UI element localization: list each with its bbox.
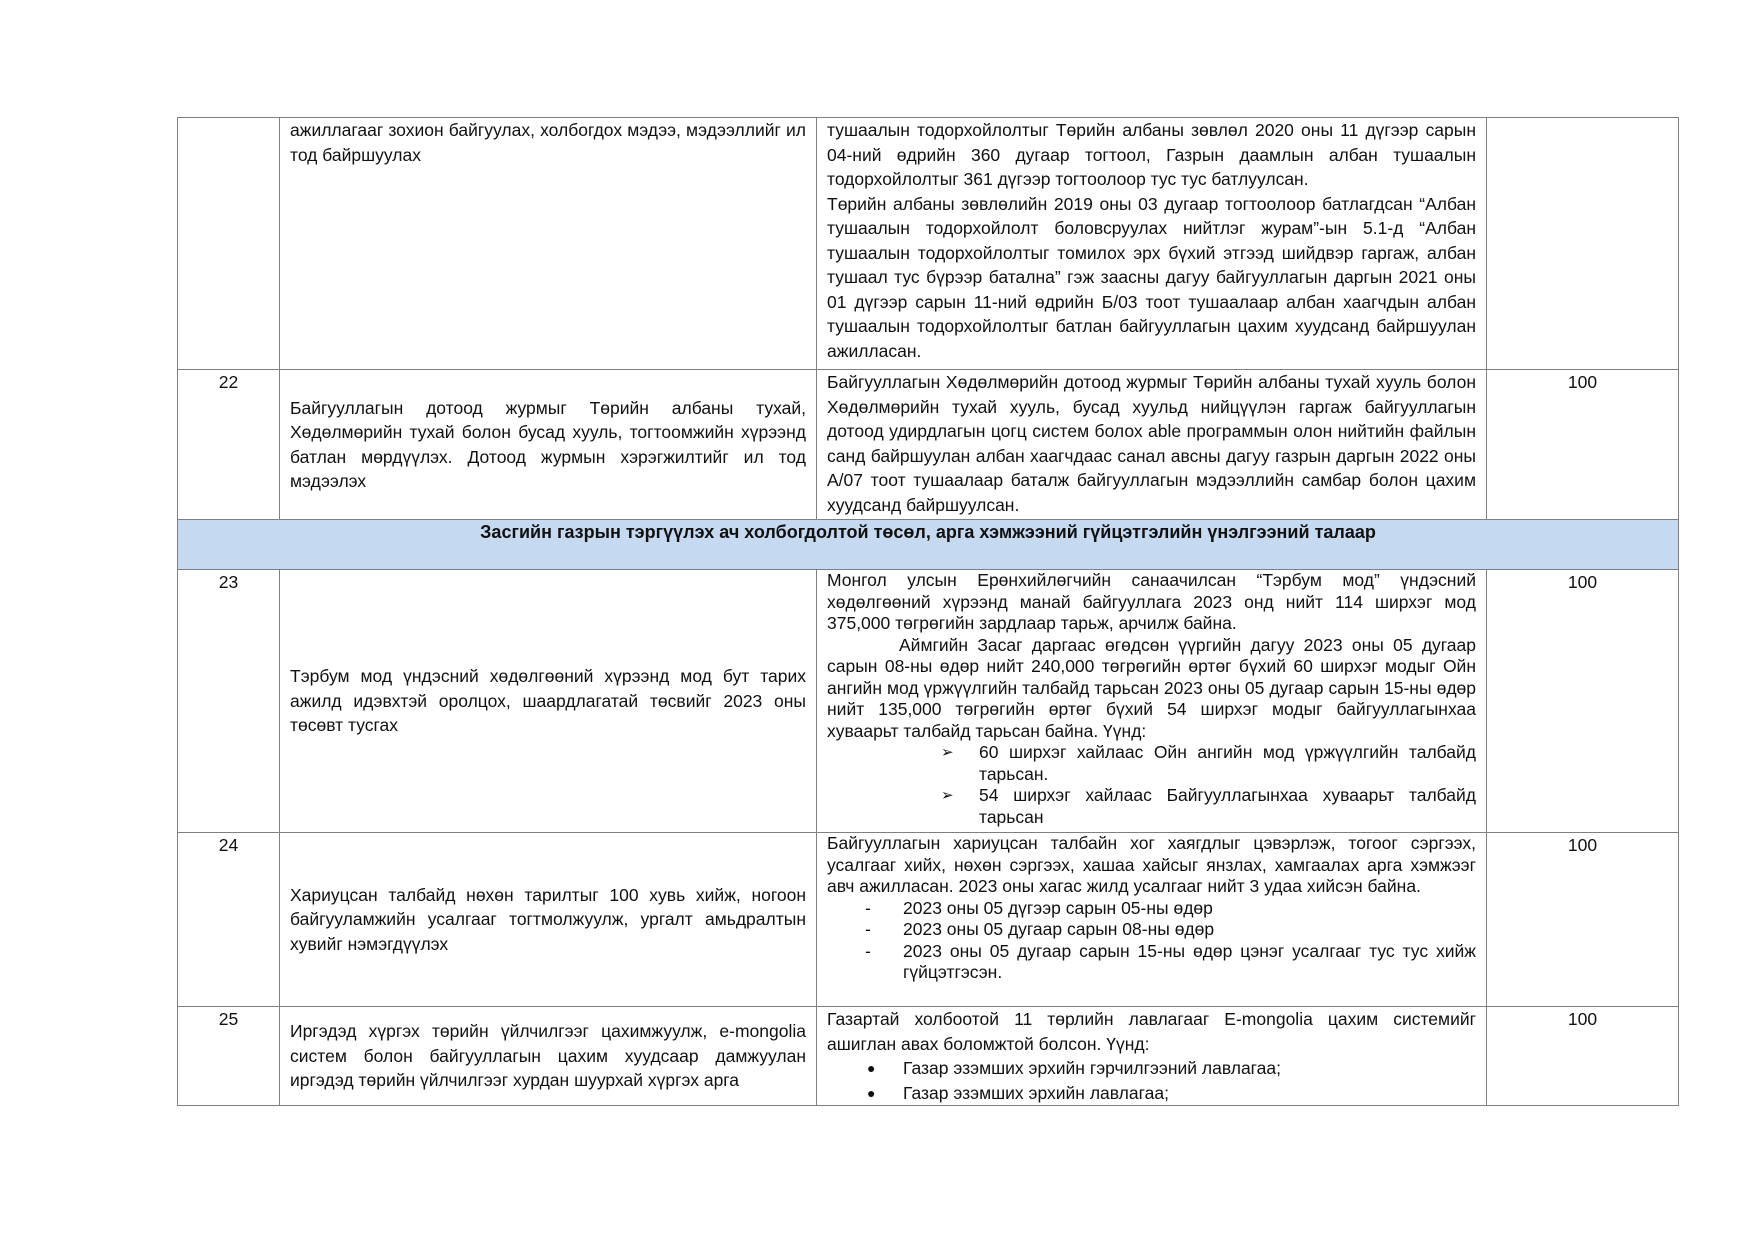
- task-text: Иргэдэд хүргэх төрийн үйлчилгээг цахимжуулж, e-mongolia систем болон байгууллагын цахим хуудсаар дамжуулан иргэдэд төрийн үйлчилгээг хурдан шуурхай хүргэх арга: [290, 1021, 806, 1091]
- list-item: [827, 785, 1476, 828]
- task-text: Хариуцсан талбайд нөхөн тарилтыг 100 хувь хийж, ногоон байгууламжийн усалгааг тогтмолжуулж, ургалт амьдралтын хувийг нэмэгдүүлэх: [290, 884, 806, 954]
- score-cell: 100: [1487, 370, 1679, 520]
- result-paragraph: Байгууллагын хариуцсан талбайн хог хаягдлыг цэвэрлэж, тогоог сэргээх, усалгааг хийх, нөхөн сэргээх, хашаа хайсыг янзлах, хамгаалах арга хэмжээг авч ажилласан. 2023 оны хагас жилд усалгааг нийт 3 удаа хийсэн байна.: [827, 833, 1476, 896]
- table-row: [178, 570, 1679, 833]
- result-cell: [817, 370, 1487, 520]
- row-number: [178, 118, 280, 370]
- task-cell: [280, 570, 817, 833]
- result-cell: [817, 570, 1487, 833]
- list-item-text: 60 ширхэг хайлаас Ойн ангийн мод үржүүлгийн талбайд тарьсан.: [979, 742, 1476, 784]
- list-item-text: 54 ширхэг хайлаас Байгууллагынхаа хуваарьт талбайд тарьсан: [979, 785, 1476, 827]
- table-row: [178, 118, 1679, 370]
- dot-bullet-icon: ●: [867, 1084, 876, 1101]
- section-header-row: [178, 520, 1679, 570]
- result-cell: [817, 833, 1487, 1007]
- row-number: 22: [178, 370, 280, 520]
- table-row: [178, 370, 1679, 520]
- task-cell: [280, 833, 817, 1007]
- list-item-text: 2023 оны 05 дүгээр сарын 05-ны өдөр: [903, 897, 1213, 918]
- report-table: [177, 117, 1679, 1106]
- result-cell: [817, 118, 1487, 370]
- result-cell: [817, 1007, 1487, 1106]
- table-row: [178, 1007, 1679, 1106]
- list-item: [827, 919, 1476, 941]
- score-cell: [1487, 118, 1679, 370]
- section-title: Засгийн газрын тэргүүлэх ач холбогдолтой төсөл, арга хэмжээний гүйцэтгэлийн үнэлгээний талаар: [178, 520, 1679, 570]
- result-paragraph: Газартай холбоотой 11 төрлийн лавлагааг E-mongolia цахим системийг ашиглан авах боломжтой болсон. Үүнд:: [827, 1009, 1476, 1054]
- score-cell: 100: [1487, 1007, 1679, 1106]
- dash-bullet-icon: -: [865, 940, 871, 961]
- row-number: 25: [178, 1007, 280, 1106]
- list-item: [827, 941, 1476, 984]
- task-cell: [280, 370, 817, 520]
- result-paragraph: Байгууллагын Хөдөлмөрийн дотоод журмыг Төрийн албаны тухай хууль болон Хөдөлмөрийн тухай хууль, бусад хуульд нийцүүлэн гаргаж байгууллагын дотоод удирдлагын цогц систем болох able программын олон нийтийн файлын санд байршуулан албан хаагчдаас санал авсны дагуу газрын даргын 2022 оны А/07 тоот тушаалаар баталж байгууллагын мэдээллийн самбар болон цахим хуудсанд байршуулсан.: [827, 372, 1476, 515]
- list-item-text: Газар эзэмших эрхийн гэрчилгээний лавлагаа;: [903, 1058, 1282, 1078]
- result-paragraph: Аймгийн Засаг даргаас өгөдсөн үүргийн дагуу 2023 оны 05 дугаар сарын 08-ны өдөр нийт 240,000 төгрөгийн өртөг бүхий 60 ширхэг модыг Ойн ангийн мод үржүүлгийн талбайд тарьсан 2023 оны 05 дугаар сарын 15-ны өдөр нийт 135,000 төгрөгийн өртөг бүхий 54 ширхэг модыг байгууллагынхаа хуваарьт талбайд тарьсан байна. Үүнд:: [827, 634, 1476, 741]
- task-cell: [280, 118, 817, 370]
- result-paragraph: тушаалын тодорхойлолтыг Төрийн албаны зөвлөл 2020 оны 11 дүгээр сарын 04-ний өдрийн 360 дугаар тогтоол, Газрын даамлын албан тушаалын тодорхойлолтыг 361 дүгээр тогтоолоор тус тус батлуулсан.: [827, 120, 1476, 189]
- result-paragraph: Монгол улсын Ерөнхийлөгчийн санаачилсан “Тэрбум мод” үндэсний хөдөлгөөний хүрээнд манай байгууллага 2023 онд нийт 114 ширхэг мод 375,000 төгрөгийн зардлаар тарьж, арчилж байна.: [827, 570, 1476, 633]
- list-item: [827, 898, 1476, 920]
- row-number: 23: [178, 570, 280, 833]
- row-number: 24: [178, 833, 280, 1007]
- list-item: [827, 742, 1476, 785]
- list-item-text: 2023 оны 05 дугаар сарын 15-ны өдөр цэнэг усалгааг тус тус хийж гүйцэтгэсэн.: [903, 940, 1476, 982]
- task-text: Байгууллагын дотоод журмыг Төрийн албаны тухай, Хөдөлмөрийн тухай болон бусад хууль, тогтоомжийн хүрээнд батлан мөрдүүлэх. Дотоод журмын хэрэгжилтийг ил тод мэдээлэх: [290, 397, 806, 491]
- list-item: [827, 1081, 1476, 1106]
- arrow-bullet-icon: ➢: [941, 744, 954, 761]
- list-item-text: Газар эзэмших эрхийн лавлагаа;: [903, 1082, 1169, 1103]
- result-paragraph: Төрийн албаны зөвлөлийн 2019 оны 03 дугаар тогтоолоор батлагдсан “Албан тушаалын тодорхойлолт боловсруулах нийтлэг журам”-ын 5.1-д “Албан тушаалын тодорхойлолтыг томилох эрх бүхий этгээд шийдвэр гаргаж, албан тушаал тус бүрээр батална” гэж заасны дагуу байгууллагын даргын 2021 оны 01 дүгээр сарын 11-ний өдрийн Б/03 тоот тушаалаар албан хаагчдын албан тушаалын тодорхойлолтыг батлан байгууллагын цахим хуудсанд байршуулан ажилласан.: [827, 193, 1476, 361]
- dash-bullet-icon: -: [865, 919, 871, 939]
- score-cell: 100: [1487, 833, 1679, 1007]
- table-row: [178, 833, 1679, 1007]
- list-item: [827, 1056, 1476, 1081]
- score-cell: 100: [1487, 570, 1679, 833]
- arrow-bullet-icon: ➢: [941, 787, 954, 804]
- dot-bullet-icon: ●: [867, 1060, 876, 1076]
- task-cell: [280, 1007, 817, 1106]
- dash-bullet-icon: -: [865, 897, 871, 918]
- task-text: Тэрбум мод үндэсний хөдөлгөөний хүрээнд мод бут тарих ажилд идэвхтэй оролцох, шаардлагатай төсвийг 2023 оны төсөвт тусгах: [290, 666, 806, 736]
- task-text: ажиллагааг зохион байгуулах, холбогдох мэдээ, мэдээллийг ил тод байршуулах: [290, 120, 806, 165]
- list-item-text: 2023 оны 05 дугаар сарын 08-ны өдөр: [903, 919, 1215, 939]
